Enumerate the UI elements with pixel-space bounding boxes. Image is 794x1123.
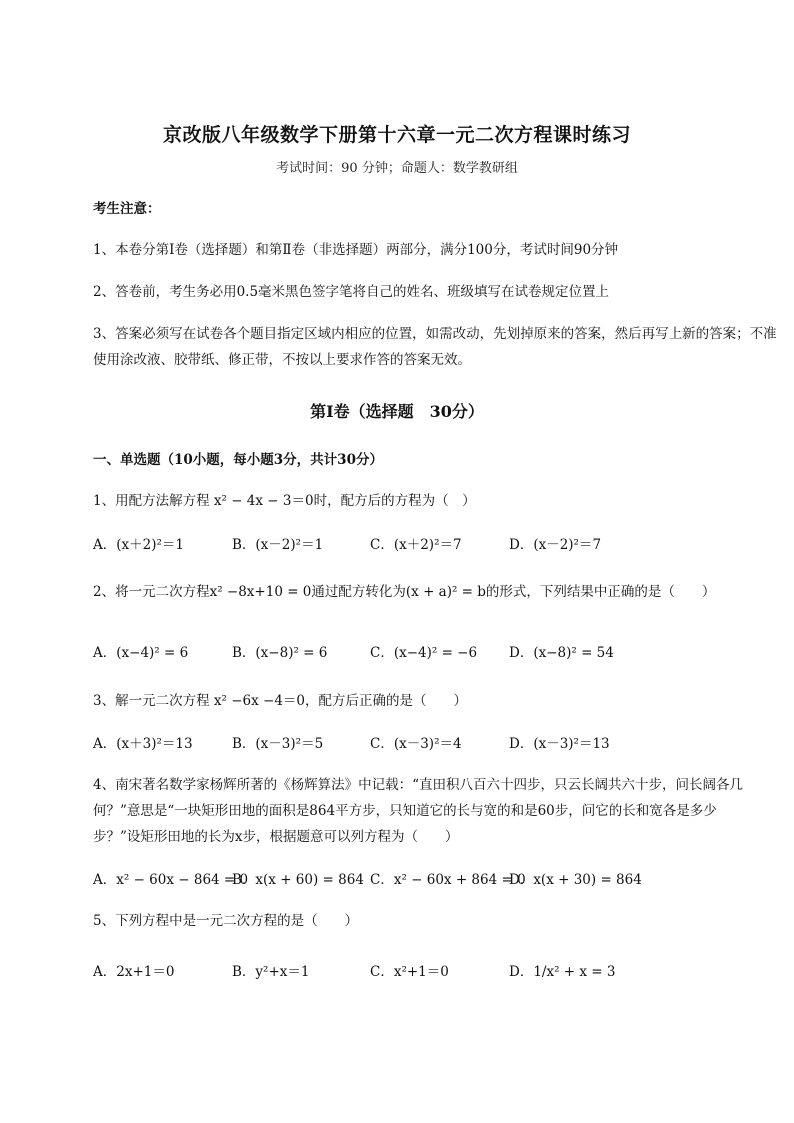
notice-item-3: 3、答案必须写在试卷各个题目指定区域内相应的位置，如需改动，先划掉原来的答案，然后再写上新的答案；不准使用涂改液、胶带纸、修正带，不按以上要求作答的答案无效。 — [93, 326, 777, 368]
question-5-options — [93, 960, 753, 984]
question-4-option-a[interactable]: A．x² − 60x − 864 = 0 — [93, 872, 249, 888]
question-5-stem: 5、下列方程中是一元二次方程的是（ ） — [93, 913, 359, 929]
question-3-option-d[interactable]: D．(x－3)²＝13 — [509, 736, 610, 752]
question-5-option-d[interactable]: D．1/x² + x = 3 — [509, 964, 616, 980]
question-2-options — [93, 641, 753, 665]
question-4-option-c[interactable]: C．x² − 60x + 864 = 0 — [370, 872, 526, 888]
question-1-option-d[interactable]: D．(x－2)²＝7 — [509, 537, 602, 553]
question-3-option-c[interactable]: C．(x－3)²＝4 — [370, 736, 462, 752]
question-5-option-c[interactable]: C．x²+1＝0 — [370, 964, 449, 980]
section-title: 第Ⅰ卷（选择题 30分） — [310, 402, 484, 421]
question-4-options — [93, 868, 753, 892]
question-3-options — [93, 732, 753, 756]
exam-info: 考试时间：90 分钟；命题人：数学教研组 — [276, 161, 518, 176]
page-title: 京改版八年级数学下册第十六章一元二次方程课时练习 — [162, 124, 631, 146]
question-2-stem: 2、将一元二次方程x² −8x+10 = 0通过配方转化为(x + a)² = b的形式，下列结果中正确的是（ ） — [93, 584, 716, 600]
question-1-option-a[interactable]: A．(x＋2)²＝1 — [93, 537, 184, 553]
question-4-option-d[interactable]: D．x(x + 30) = 864 — [509, 872, 642, 888]
question-5-option-b[interactable]: B．y²+x＝1 — [232, 964, 310, 980]
notice-heading: 考生注意： — [93, 201, 161, 217]
question-3-stem: 3、解一元二次方程 x² −6x −4＝0，配方后正确的是（ ） — [93, 693, 467, 709]
question-1-options — [93, 533, 753, 557]
question-2-option-d[interactable]: D．(x−8)² = 54 — [509, 645, 614, 661]
notice-item-2: 2、答卷前，考生务必用0.5毫米黑色签字笔将自己的姓名、班级填写在试卷规定位置上 — [93, 284, 610, 300]
question-3-option-a[interactable]: A．(x＋3)²＝13 — [93, 736, 193, 752]
question-4-option-b[interactable]: B．x(x + 60) = 864 — [232, 872, 364, 888]
question-2-option-c[interactable]: C．(x−4)² = −6 — [370, 645, 478, 661]
question-1-option-b[interactable]: B．(x－2)²＝1 — [232, 537, 324, 553]
notice-item-1: 1、本卷分第Ⅰ卷（选择题）和第Ⅱ卷（非选择题）两部分，满分100分，考试时间90分钟 — [93, 242, 619, 258]
question-1-stem: 1、用配方法解方程 x² − 4x − 3＝0时，配方后的方程为（ ） — [93, 493, 476, 509]
question-5-option-a[interactable]: A．2x+1＝0 — [93, 964, 175, 980]
question-2-option-b[interactable]: B．(x−8)² = 6 — [232, 645, 328, 661]
question-1-option-c[interactable]: C．(x＋2)²＝7 — [370, 537, 462, 553]
question-2-option-a[interactable]: A．(x−4)² = 6 — [93, 645, 189, 661]
part-heading: 一、单选题（10小题，每小题3分，共计30分） — [93, 452, 383, 468]
question-3-option-b[interactable]: B．(x－3)²＝5 — [232, 736, 324, 752]
question-4-stem: 4、南宋著名数学家杨辉所著的《杨辉算法》中记载：“直田积八百六十四步，只云长阔共六十步，问长阔各几何？”意思是“一块矩形田地的面积是864平方步，只知道它的长与宽的和是60步，问它的长和宽各是多少步？”设矩形田地的长为x步，根据题意可以列方程为（ ） — [93, 777, 743, 845]
